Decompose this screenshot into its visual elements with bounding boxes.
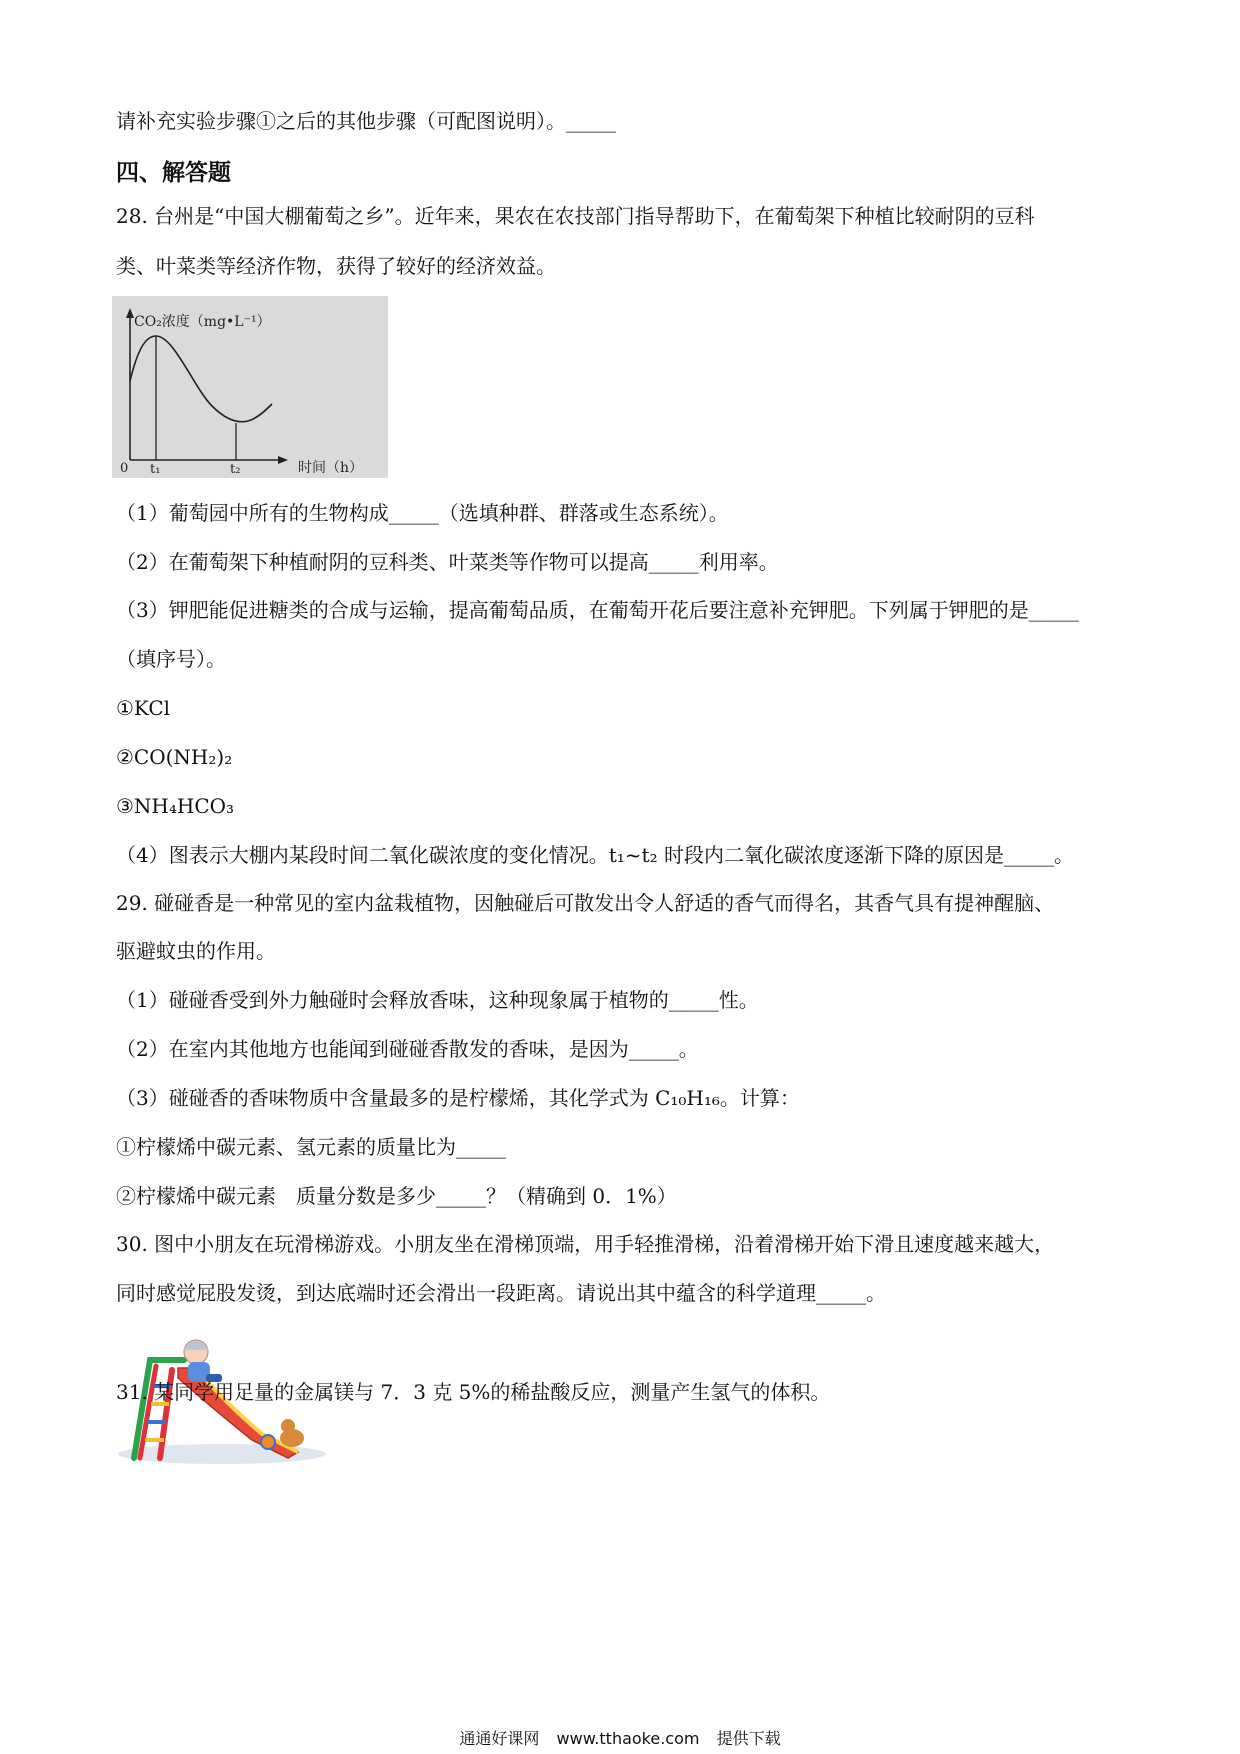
tick-label-t2: t₂ xyxy=(230,462,241,477)
q29-part3-a: ①柠檬烯中碳元素、氢元素的质量比为_____ xyxy=(116,1135,506,1159)
x-axis-label: 时间（h） xyxy=(298,460,364,476)
ball xyxy=(261,1435,275,1449)
q28-stem-cont: 类、叶菜类等经济作物，获得了较好的经济效益。 xyxy=(116,254,556,278)
q28-part2: （2）在葡萄架下种植耐阴的豆科类、叶菜类等作物可以提高_____利用率。 xyxy=(116,550,779,574)
q29-stem-cont: 驱避蚊虫的作用。 xyxy=(116,939,276,963)
footer-site-name: 通通好课网 xyxy=(459,1729,540,1748)
footer-note: 提供下载 xyxy=(716,1729,781,1748)
y-axis-label: CO₂浓度（mg•L⁻¹） xyxy=(134,314,271,330)
tick-label-t1: t₁ xyxy=(150,462,161,477)
origin-label: 0 xyxy=(120,461,129,476)
footer-url[interactable]: www.tthaoke.com xyxy=(556,1729,700,1748)
dog-head xyxy=(281,1419,295,1433)
q31-stem: 31. 某同学用足量的金属镁与 7．3 克 5%的稀盐酸反应，测量产生氢气的体积。 xyxy=(116,1380,831,1404)
q30-stem: 30. 图中小朋友在玩滑梯游戏。小朋友坐在滑梯顶端，用手轻推滑梯，沿着滑梯开始下滑且速度越来越大， xyxy=(116,1232,1055,1256)
child-hat xyxy=(183,1341,209,1350)
q29-part1: （1）碰碰香受到外力触碰时会释放香味，这种现象属于植物的_____性。 xyxy=(116,988,759,1012)
q29-part3: （3）碰碰香的香味物质中含量最多的是柠檬烯，其化学式为 C₁₀H₁₆。计算： xyxy=(116,1086,800,1110)
q28-stem: 28. 台州是“中国大棚葡萄之乡”。近年来，果农在农技部门指导帮助下，在葡萄架下种植比较耐阴的豆科 xyxy=(116,204,1035,228)
q29-part2: （2）在室内其他地方也能闻到碰碰香散发的香味，是因为_____。 xyxy=(116,1037,699,1061)
q28-part1: （1）葡萄园中所有的生物构成_____（选填种群、群落或生态系统）。 xyxy=(116,501,729,525)
q28-part3-cont: （填序号）。 xyxy=(116,647,226,671)
option-1: ①KCl xyxy=(116,696,171,720)
step-prompt: 请补充实验步骤①之后的其他步骤（可配图说明）。_____ xyxy=(116,109,616,133)
q30-stem-cont: 同时感觉屁股发烫，到达底端时还会滑出一段距离。请说出其中蕴含的科学道理_____。 xyxy=(116,1281,886,1305)
q29-part3-b: ②柠檬烯中碳元素 质量分数是多少_____？（精确到 0．1%） xyxy=(116,1184,677,1208)
option-2: ②CO(NH₂)₂ xyxy=(116,745,233,769)
page-footer xyxy=(0,1726,1240,1749)
q28-part4: （4）图表示大棚内某段时间二氧化碳浓度的变化情况。t₁~t₂ 时段内二氧化碳浓度逐渐下降的原因是_____。 xyxy=(116,843,1074,867)
co2-concentration-chart xyxy=(112,296,388,478)
q28-part3: （3）钾肥能促进糖类的合成与运输，提高葡萄品质，在葡萄开花后要注意补充钾肥。下列属于钾肥的是_____ xyxy=(116,598,1079,622)
option-3: ③NH₄HCO₃ xyxy=(116,794,235,818)
q29-stem: 29. 碰碰香是一种常见的室内盆栽植物，因触碰后可散发出令人舒适的香气而得名，其香气具有提神醒脑、 xyxy=(116,891,1055,915)
section-heading: 四、解答题 xyxy=(116,160,231,186)
